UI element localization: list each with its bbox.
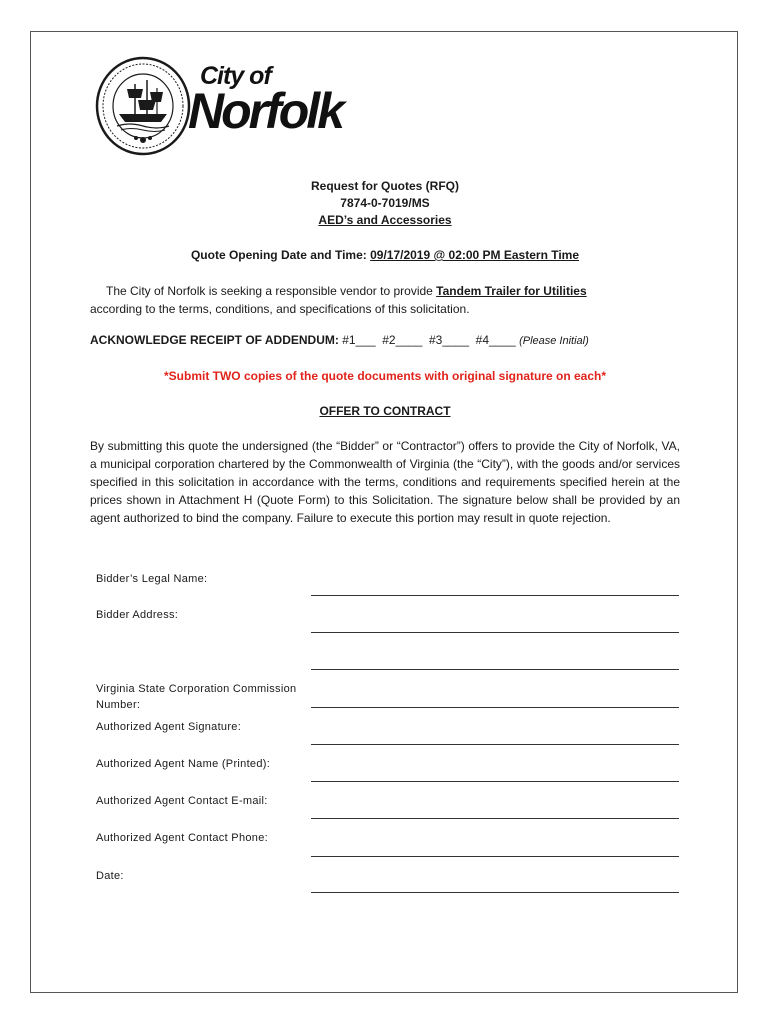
addendum-label: ACKNOWLEDGE RECEIPT OF ADDENDUM: [90, 333, 343, 347]
opening-date-line [0, 248, 770, 262]
intro-emphasis: Tandem Trailer for Utilities [436, 284, 587, 298]
rfq-number: 7874-0-7019/MS [340, 196, 430, 210]
addendum-line [90, 333, 589, 347]
legal-name-label: Bidder’s Legal Name: [96, 573, 208, 585]
agent-name-field[interactable] [311, 781, 679, 782]
agent-email-field[interactable] [311, 818, 679, 819]
addendum-note: (Please Initial) [519, 335, 589, 347]
offer-heading: OFFER TO CONTRACT [319, 404, 451, 418]
addendum-items: #1___ #2____ #3____ #4____ [342, 333, 516, 347]
logo-norfolk-text: Norfolk [188, 83, 342, 139]
offer-body: By submitting this quote the undersigned (the “Bidder” or “Contractor”) offers to provide the City of Norfolk, VA, a municipal corporation chartered by the Commonwealth of Virginia (the “City”), with the goods and/or services specified in this solicitation in accordance with the terms, conditions and requirements specified herein at the prices shown in Attachment H (Quote Form) to this Solicitation. The signature below shall be provided by an agent authorized to bind the company. Failure to execute this portion may result in quote rejection. [90, 439, 680, 525]
address-field-line-1[interactable] [311, 632, 679, 633]
intro-continuation: according to the terms, conditions, and specifications of this solicitation. [90, 302, 470, 316]
logo-city-text: City of [200, 62, 271, 90]
agent-name-label: Authorized Agent Name (Printed): [96, 758, 271, 770]
address-label: Bidder Address: [96, 609, 179, 621]
opening-date-value: 09/17/2019 @ 02:00 PM Eastern Time [370, 248, 580, 262]
rfq-subject: AED’s and Accessories [318, 213, 452, 227]
address-field-line-2[interactable] [311, 669, 679, 670]
submission-notice: *Submit TWO copies of the quote documents with original signature on each* [163, 369, 607, 383]
intro-text: The City of Norfolk is seeking a responsible vendor to provide [106, 284, 437, 298]
opening-date-label: Quote Opening Date and Time: [190, 248, 371, 262]
agent-phone-field[interactable] [311, 856, 679, 857]
city-seal-logo [95, 56, 191, 156]
date-field[interactable] [311, 892, 679, 893]
agent-email-label: Authorized Agent Contact E-mail: [96, 795, 268, 807]
intro-paragraph [90, 282, 680, 318]
date-label: Date: [96, 870, 124, 882]
rfq-title: Request for Quotes (RFQ) [310, 179, 459, 193]
legal-name-field[interactable] [311, 595, 679, 596]
agent-signature-label: Authorized Agent Signature: [96, 721, 242, 733]
scc-number-field[interactable] [311, 707, 679, 708]
scc-number-label: Virginia State Corporation Commission Number: [96, 683, 297, 711]
agent-signature-field[interactable] [311, 744, 679, 745]
agent-phone-label: Authorized Agent Contact Phone: [96, 832, 268, 844]
